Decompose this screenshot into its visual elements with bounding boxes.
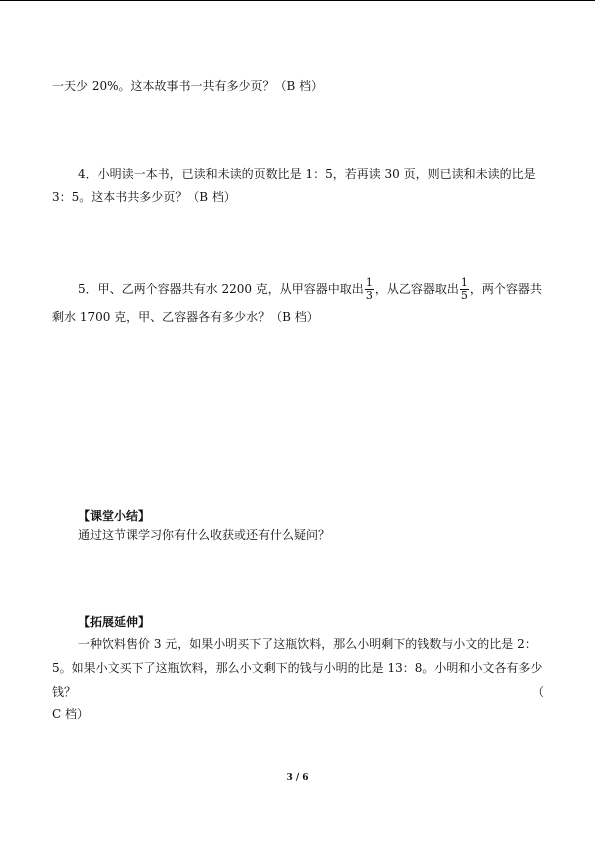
header-rule [0,0,595,1]
fraction-one-fifth: $\frac{1}{5}$ [460,276,468,302]
extension-line-3: 钱？ [52,685,77,699]
problem-5-line-2: 剩水 1700 克，甲、乙容器各有多少水？（B 档） [52,310,319,324]
extension-line-2: 5。如果小文买下了这瓶饮料，那么小文剩下的钱与小明的比是 13：8。小明和小文各有多少 [52,661,543,675]
problem-5-line-1 [78,276,542,302]
extension-heading: 【拓展延伸】 [78,615,151,629]
problem-3-continuation: 一天少 20%。这本故事书一共有多少页？（B 档） [52,79,324,93]
summary-heading: 【课堂小结】 [78,509,151,523]
fraction-one-third: $\frac{1}{3}$ [365,276,373,302]
problem-5-text-a: 5．甲、乙两个容器共有水 2200 克，从甲容器中取出 [78,282,364,296]
problem-4-line-2: 3：5。这本书共多少页？（B 档） [52,190,236,204]
extension-line-1: 一种饮料售价 3 元，如果小明买下了这瓶饮料，那么小明剩下的钱数与小文的比是 2： [78,637,537,651]
extension-line-3-paren: （ [532,685,545,699]
problem-5-text-b: ，从乙容器取出 [374,282,459,296]
problem-5-text-c: ，两个容器共 [469,282,542,296]
problem-4-line-1: 4．小明读一本书，已读和未读的页数比是 1：5，若再读 30 页，则已读和未读的比是 [78,167,536,181]
page-number: 3 / 6 [286,773,309,783]
extension-line-4: C 档） [52,707,89,721]
summary-text: 通过这节课学习你有什么收获或还有什么疑问？ [78,528,331,542]
